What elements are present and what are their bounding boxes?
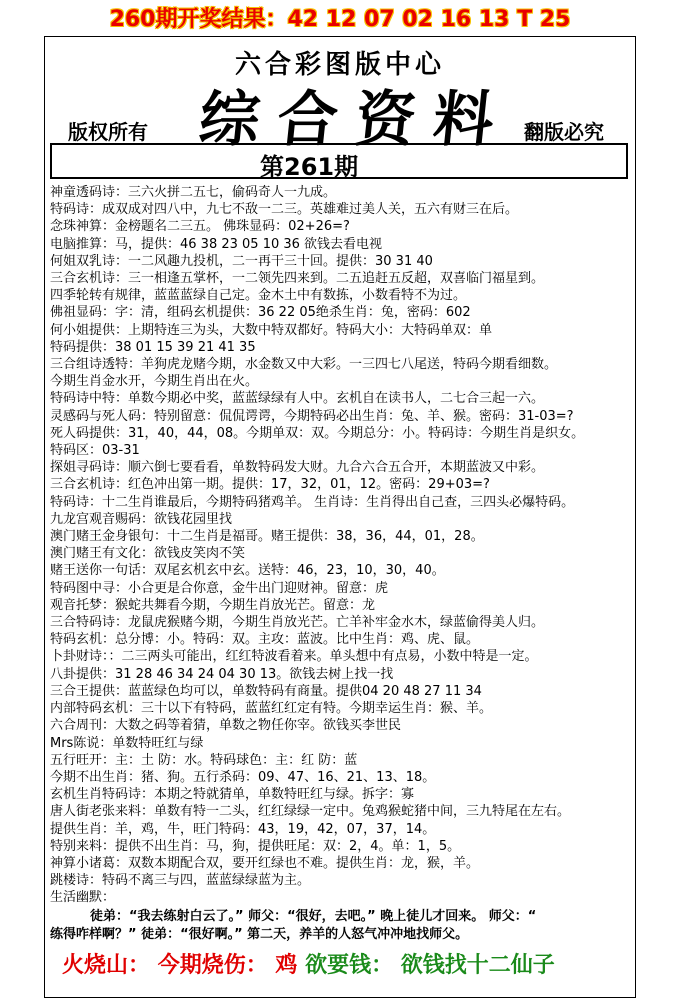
text-line: 三合王提供：蓝蓝绿色均可以，单数特码有商量。提供04 20 48 27 11 34 — [50, 683, 482, 699]
footer-label-money: 欲要钱： — [305, 952, 394, 978]
issue-number: 第261期 — [260, 153, 359, 181]
text-line: 今期不出生肖：猪、狗。五行杀码：09、47、16、21、13、18。 — [50, 769, 436, 785]
text-line: 特码诗：成双成对四八中，九七不敌一二三。英雄难过美人关，五六有财三在后。 — [50, 202, 519, 218]
text-line: 特码玄机：总分博：小。特码：双。主攻：蓝波。比中生肖：鸡、虎、鼠。 — [50, 632, 480, 648]
text-line: Mrs陈说：单数特旺红与绿 — [50, 735, 204, 751]
text-line: 神童透码诗：三六火拼二五七，偷码奇人一九成。 — [50, 185, 337, 200]
joke-line-1: 徒弟：“我去练射白云了。” 师父：“很好，去吧。” 晚上徒儿才回来。 师父：“ — [90, 908, 537, 924]
text-line: 何姐双乳诗：一二风趣九投机，二一再干三十回。提供：30 31 40 — [50, 253, 433, 269]
text-line: 神算小诸葛：双数本期配合双，要开红绿也不难。提供生肖：龙，猴，羊。 — [50, 855, 480, 871]
center-title: 六合彩图版中心 — [234, 50, 445, 80]
text-line: 探姐寻码诗：顺六倒七要看看，单数特码发大财。九合六合五合开，本期蓝波又中彩。 — [50, 460, 545, 476]
footer-label-fire-mountain: 火烧山： — [62, 952, 151, 978]
text-line: 特码区：03-31 — [50, 443, 140, 459]
footer-value-burn: 鸡 — [275, 952, 298, 978]
text-line: 念珠神算：金榜题名二三五。 佛珠显码：02+26=? — [50, 219, 350, 235]
text-line: 内部特码玄机：三十以下有特码，蓝蓝红红定有特。今期幸运生肖：猴、羊。 — [50, 701, 493, 717]
text-line: 观音托梦：猴蛇共舞看今期，今期生肖放光芒。留意：龙 — [50, 597, 376, 613]
text-line: 三合组诗透特：羊狗虎龙赌今期，水金数又中大彩。一三四七八尾送，特码今期看细数。 — [50, 357, 558, 373]
text-line: 特码提供：38 01 15 39 21 41 35 — [50, 339, 256, 355]
text-line: 玄机生肖特码诗：本期之特就猜单，单数特旺红与绿。拆字：寡 — [50, 787, 415, 803]
text-line: 五行旺开：主：土 防：水。特码球色：主：红 防：蓝 — [50, 752, 358, 768]
text-line: 电脑推算：马，提供：46 38 23 05 10 36 欲钱去看电视 — [50, 236, 383, 252]
text-line: 提供生肖：羊，鸡，牛，旺门特码：43，19，42，07，37，14。 — [50, 821, 436, 837]
text-line: 卜卦财诗：：二三两头可能出，红红特波看着来。单头想中有点易，小数中特是一定。 — [50, 649, 538, 665]
footer-value-money: 欲钱找十二仙子 — [400, 952, 555, 978]
text-line: 澳门赌王金身银句：十二生肖是福哥。赌王提供：38，36，44，01，28。 — [50, 529, 484, 545]
text-line: 澳门赌王有文化：欲钱皮笑肉不笑 — [50, 546, 246, 562]
text-line: 八卦提供：31 28 46 34 24 04 30 13。欲钱去树上找一找 — [50, 666, 394, 682]
text-line: 今期生肖金水开，今期生肖出在火。 — [50, 374, 259, 390]
issue-box — [50, 143, 628, 179]
footer-label-burn: 今期烧伤： — [157, 952, 268, 978]
text-line: 灵感码与死人码：特别留意：侃侃谔谔，今期特码必出生肖：兔、羊、猴。密码：31-03=? — [50, 408, 574, 424]
content-body — [50, 184, 630, 943]
text-line: 生活幽默： — [50, 890, 116, 906]
text-line: 何小姐提供：上期特连三为头，大数中特双都好。特码大小：大特码单双：单 — [50, 322, 493, 338]
text-line: 死人码提供：31，40，44，08。今期单双：双。今期总分：小。特码诗：今期生肖是织女。 — [50, 425, 585, 441]
text-line: 特码诗：十二生肖谁最后，今期特码猪鸡羊。 生肖诗：生肖得出自己查，三四头必爆特码。 — [50, 494, 575, 510]
text-line: 佛祖显码：字：清，组码玄机提供：36 22 05绝杀生肖：兔，密码：602 — [50, 305, 471, 321]
text-line: 特别来料：提供不出生肖：马，狗，提供旺尾：双：2，4。单：1，5。 — [50, 838, 461, 854]
text-line: 赌王送你一句话：双尾玄机玄中玄。送特：46，23，10，30，40。 — [50, 563, 445, 579]
copyright-note: 版权所有 — [68, 120, 148, 144]
text-line: 特码图中寻：小合更是合你意，金牛出门迎财神。留意：虎 — [50, 580, 389, 596]
text-line: 特码诗中特：单数今期必中奖，蓝蓝绿绿有人中。玄机自在读书人，二七合三起一六。 — [50, 391, 545, 407]
text-line: 跳楼诗：特码不离三与四，蓝蓝绿绿蓝为主。 — [50, 873, 311, 889]
main-title: 综合资料 — [195, 85, 516, 155]
text-line: 九龙宫观音赐码：欲钱花园里找 — [50, 511, 233, 527]
text-line: 四季轮转有规律，蓝蓝蓝绿自己定。金木土中有数拣，小数看特不为过。 — [50, 288, 467, 304]
text-line: 六合周刊：大数之码等着猜，单数之物任你宰。欲钱买李世民 — [50, 718, 402, 734]
no-reprint-note: 翻版必究 — [524, 120, 604, 144]
joke-line-2: 练得咋样啊？” 徒弟：“很好啊。” 第二天，养羊的人怒气冲冲地找师父。 — [50, 926, 469, 942]
draw-result-banner: 260期开奖结果：42 12 07 02 16 13 T 25 — [109, 7, 571, 32]
text-line: 三合特码诗：龙鼠虎猴赌今期，今期生肖放光芒。亡羊补牢金水木，绿蓝偷得美人归。 — [50, 615, 545, 631]
footer-banner — [62, 948, 555, 979]
text-line: 三合玄机诗：红色冲出第一期。提供：17，32，01，12。密码：29+03=? — [50, 477, 490, 493]
text-line: 唐人街老张来料：单数有特一二头，红红绿绿一定中。兔鸡猴蛇猪中间，三九特尾在左右。 — [50, 804, 571, 820]
text-line: 三合玄机诗：三一相逢五掌杯，一二领先四来到。二五追赶五反超，双喜临门福星到。 — [50, 271, 545, 287]
